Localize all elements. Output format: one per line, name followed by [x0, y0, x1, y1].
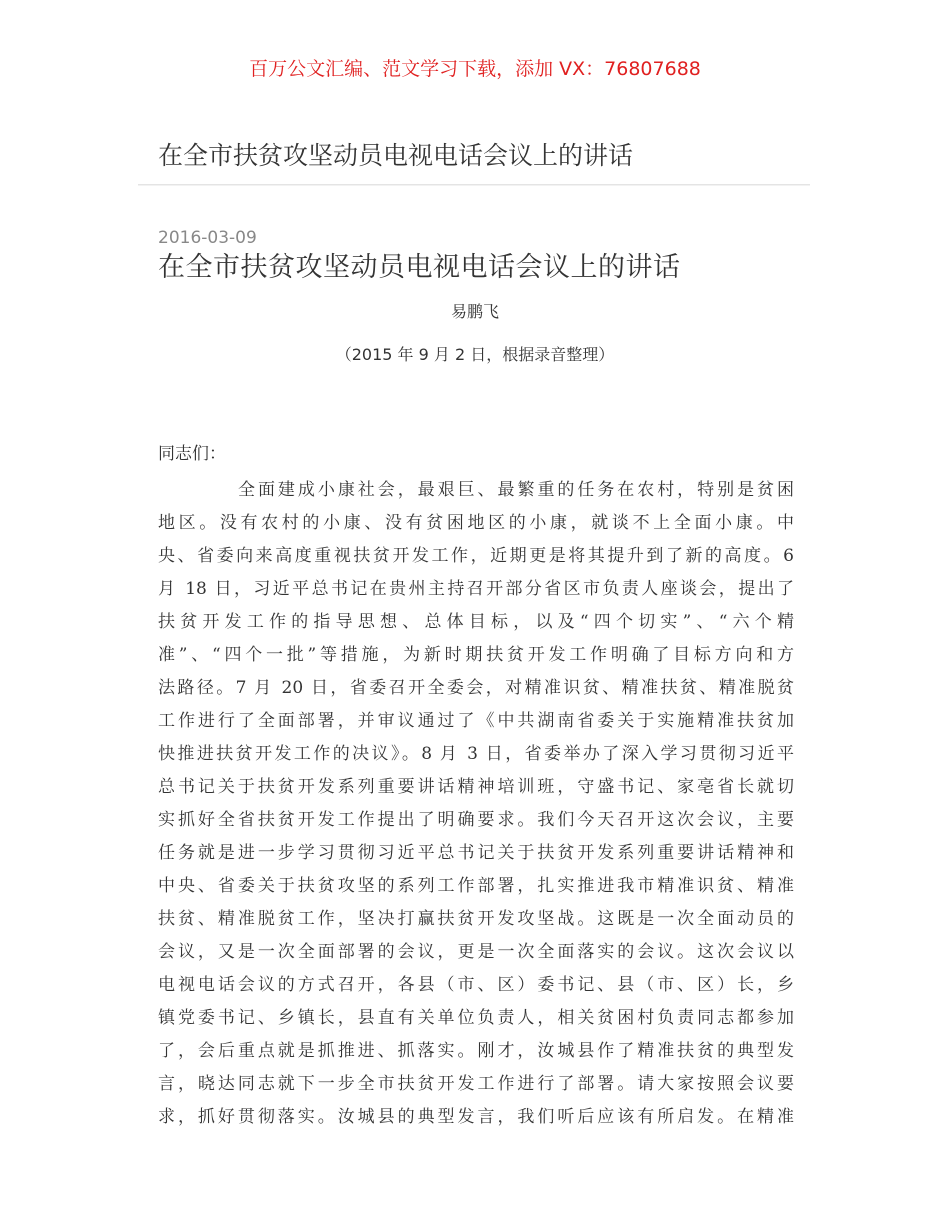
salutation: 同志们：: [158, 444, 226, 464]
body-line: 中央、省委关于扶贫攻坚的系列工作部署，扎实推进我市精准识贫、精准: [158, 876, 794, 896]
body-line: 镇党委书记、乡镇长，县直有关单位负责人，相关贫困村负责同志都参加: [158, 1008, 794, 1028]
body-line: 地区。没有农村的小康、没有贫困地区的小康，就谈不上全面小康。中: [158, 513, 794, 533]
body-line: 法路径。7 月 20 日，省委召开全委会，对精准识贫、精准扶贫、精准脱贫: [158, 678, 794, 698]
body-line: 准”、“四个一批”等措施，为新时期扶贫开发工作明确了目标方向和方: [158, 645, 794, 665]
body-line: 扶贫开发工作的指导思想、总体目标，以及“四个切实”、“六个精: [158, 612, 794, 632]
body-line: 扶贫、精准脱贫工作，坚决打赢扶贫开发攻坚战。这既是一次全面动员的: [158, 909, 794, 929]
publish-date: 2016-03-09: [158, 228, 257, 248]
body-line: 全面建成小康社会，最艰巨、最繁重的任务在农村，特别是贫困: [238, 480, 794, 500]
body-line: 求，抓好贯彻落实。汝城县的典型发言，我们听后应该有所启发。在精准: [158, 1107, 794, 1127]
body-line: 工作进行了全面部署，并审议通过了《中共湖南省委关于实施精准扶贫加: [158, 711, 794, 731]
promo-banner: 百万公文汇编、范文学习下载，添加 VX：76807688: [249, 58, 701, 80]
article-title: 在全市扶贫攻坚动员电视电话会议上的讲话: [158, 252, 681, 283]
body-line: 会议，又是一次全面部署的会议，更是一次全面落实的会议。这次会议以: [158, 942, 794, 962]
page-header-title: 在全市扶贫攻坚动员电视电话会议上的讲话: [158, 141, 634, 170]
body-line: 电视电话会议的方式召开，各县（市、区）委书记、县（市、区）长，乡: [158, 975, 794, 995]
body-line: 总书记关于扶贫开发系列重要讲话精神培训班，守盛书记、家亳省长就切: [158, 777, 794, 797]
body-line: 实抓好全省扶贫开发工作提出了明确要求。我们今天召开这次会议，主要: [158, 810, 794, 830]
author-name: 易鹏飞: [450, 302, 499, 321]
header-divider: [138, 184, 810, 186]
body-line: 言，晓达同志就下一步全市扶贫开发工作进行了部署。请大家按照会议要: [158, 1074, 794, 1094]
body-line: 月 18 日，习近平总书记在贵州主持召开部分省区市负责人座谈会，提出了: [158, 579, 794, 599]
body-line: 了，会后重点就是抓推进、抓落实。刚才，汝城县作了精准扶贫的典型发: [158, 1041, 794, 1061]
body-line: 快推进扶贫开发工作的决议》。8 月 3 日，省委举办了深入学习贯彻习近平: [158, 744, 794, 764]
body-line: 任务就是进一步学习贯彻习近平总书记关于扶贫开发系列重要讲话精神和: [158, 843, 794, 863]
article-subtitle: （2015 年 9 月 2 日，根据录音整理）: [335, 345, 615, 364]
body-line: 央、省委向来高度重视扶贫开发工作，近期更是将其提升到了新的高度。6: [158, 546, 794, 566]
article-body: [158, 474, 794, 1134]
